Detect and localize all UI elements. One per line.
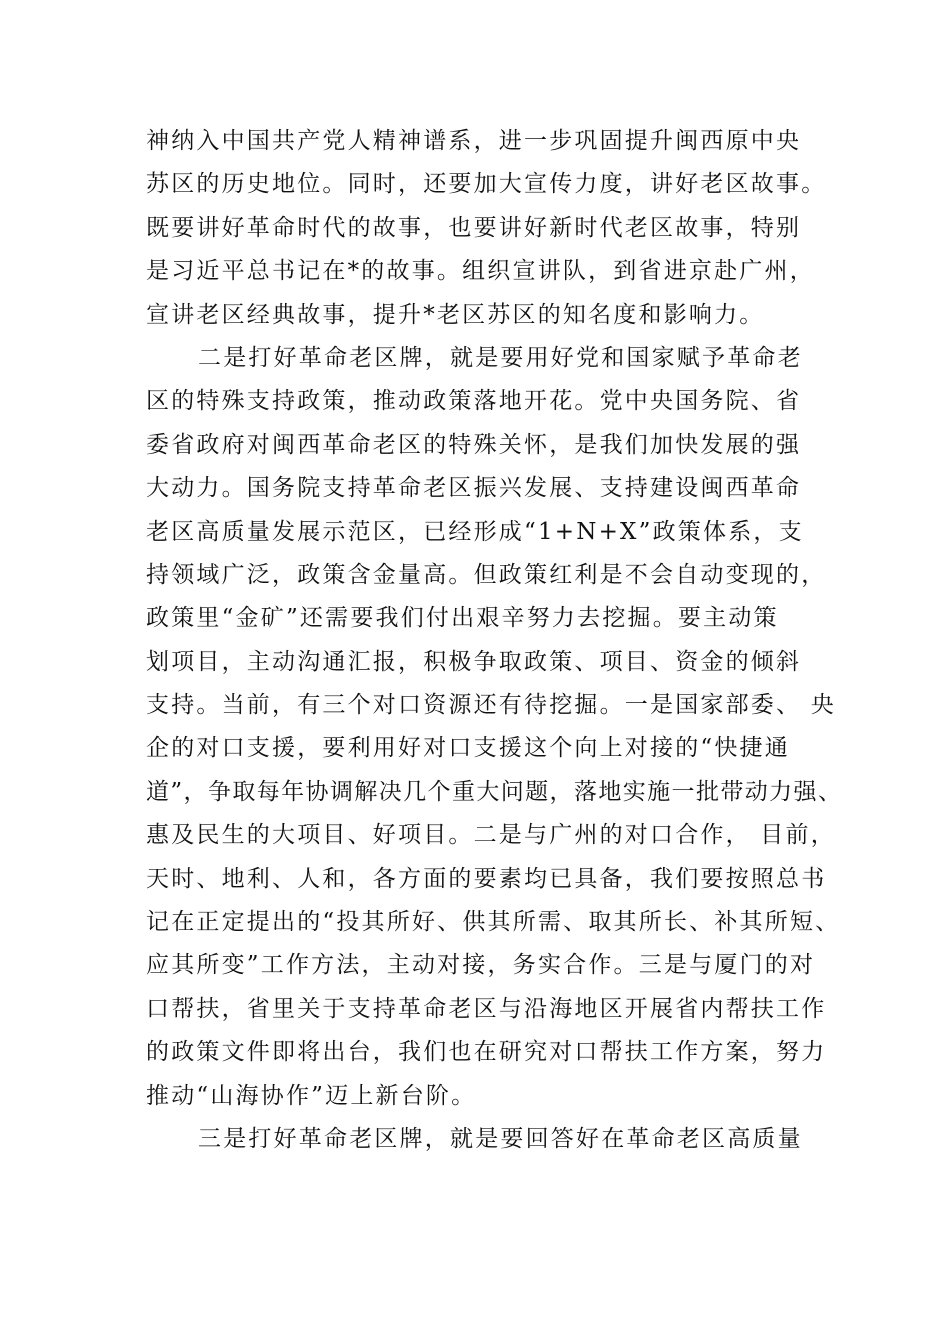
text-line: 支持。当前，有三个对口资源还有待挖掘。一是国家部委、 央 [146,692,836,719]
text-line: 的政策文件即将出台，我们也在研究对口帮扶工作方案，努力 [146,1039,827,1066]
text-line: 区的特殊支持政策，推动政策落地开花。党中央国务院、省 [146,388,802,415]
text-line: 记在正定提出的“投其所好、供其所需、取其所长、补其所短、 [146,909,841,936]
text-line: 老区高质量发展示范区，已经形成“1+N+X”政策体系，支 [146,518,804,545]
text-line: 持领域广泛，政策含金量高。但政策红利是不会自动变现的， [146,561,827,588]
text-line: 企的对口支援，要利用好对口支援这个向上对接的“快捷通 [146,735,790,762]
text-line: 大动力。国务院支持革命老区振兴发展、支持建设闽西革命 [146,475,802,502]
text-line: 三是打好革命老区牌，就是要回答好在革命老区高质量 [198,1125,803,1152]
text-line: 惠及民生的大项目、好项目。二是与广州的对口合作， 目前， [146,822,836,849]
text-line: 委省政府对闽西革命老区的特殊关怀，是我们加快发展的强 [146,431,802,458]
text-line: 苏区的历史地位。同时，还要加大宣传力度，讲好老区故事。 [146,171,827,198]
text-line: 政策里“金矿”还需要我们付出艰辛努力去挖掘。要主动策 [146,605,779,632]
text-line: 二是打好革命老区牌，就是要用好党和国家赋予革命老 [198,344,803,371]
text-line: 推动“山海协作”迈上新台阶。 [146,1082,477,1109]
text-line: 应其所变”工作方法，主动对接，务实合作。三是与厦门的对 [146,952,816,979]
text-line: 是习近平总书记在*的故事。组织宣讲队，到省进京赴广州， [146,258,815,285]
text-line: 神纳入中国共产党人精神谱系，进一步巩固提升闽西原中央 [146,128,802,154]
text-line: 口帮扶，省里关于支持革命老区与沿海地区开展省内帮扶工作 [146,995,827,1022]
text-line: 既要讲好革命时代的故事，也要讲好新时代老区故事，特别 [146,214,802,241]
text-line: 天时、地利、人和，各方面的要素均已具备，我们要按照总书 [146,865,827,892]
text-line: 宣讲老区经典故事，提升*老区苏区的知名度和影响力。 [146,301,765,328]
text-line: 道”，争取每年协调解决几个重大问题，落地实施一批带动力强、 [146,778,843,805]
body-text [146,120,846,1161]
text-line: 划项目，主动沟通汇报，积极争取政策、项目、资金的倾斜 [146,648,802,675]
